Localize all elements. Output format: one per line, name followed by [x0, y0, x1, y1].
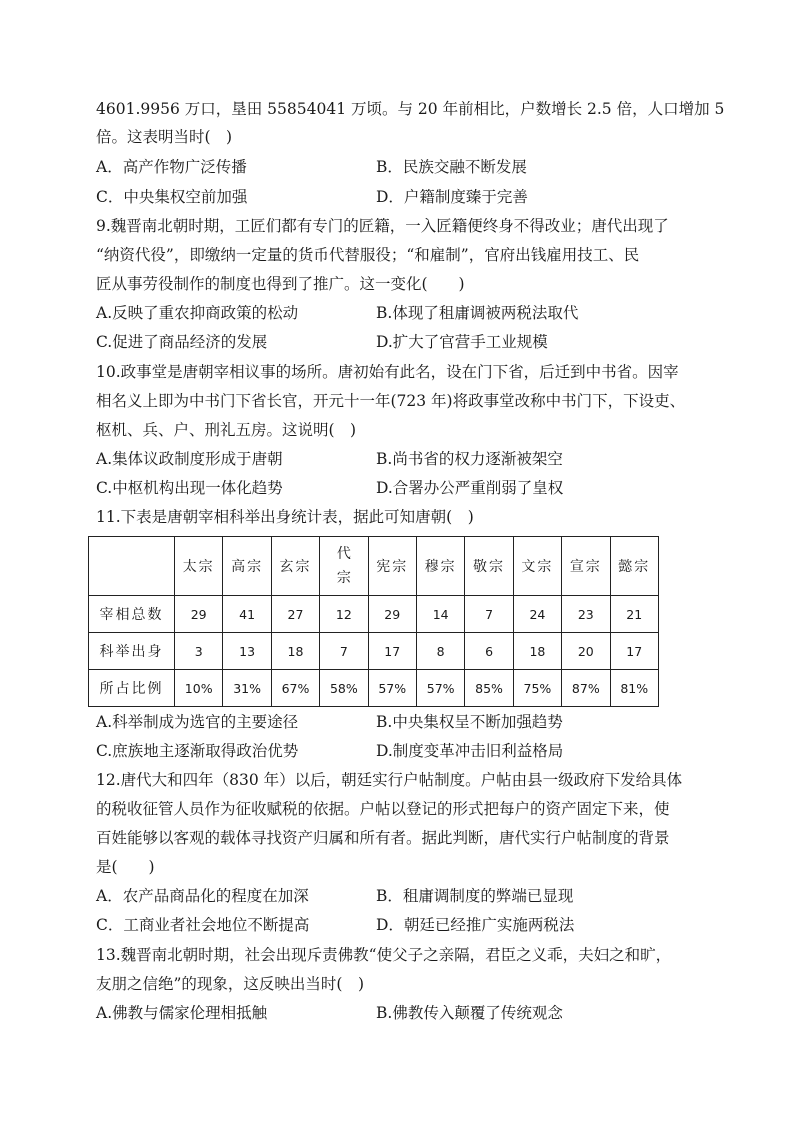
table-cell: 29 [368, 596, 416, 633]
table-cell: 21 [610, 596, 658, 633]
q9-option-a: A.反映了重农抑商政策的松动 [96, 304, 299, 322]
table-cell: 23 [562, 596, 610, 633]
table-cell: 24 [513, 596, 561, 633]
table-header-cell: 宣宗 [562, 537, 610, 596]
q13-stem-line-1: 13.魏晋南北朝时期，社会出现斥责佛教“使父子之亲隔，君臣之义乖，夫妇之和旷， [96, 946, 672, 964]
q8-option-a: A．高产作物广泛传播 [96, 158, 247, 176]
table-cell: 31% [223, 670, 271, 707]
table-cell: 58% [320, 670, 368, 707]
table-corner-cell [89, 537, 175, 596]
table-header-cell: 敬宗 [465, 537, 513, 596]
q10-option-a: A.集体议政制度形成于唐朝 [96, 450, 283, 468]
table-cell: 17 [368, 633, 416, 670]
q9-stem-line-1: 9.魏晋南北朝时期，工匠们都有专门的匠籍，一入匠籍便终身不得改业；唐代出现了 [96, 217, 669, 235]
table-cell: 18 [513, 633, 561, 670]
table-header-cell: 代宗 [320, 537, 368, 596]
table-header-cell: 文宗 [513, 537, 561, 596]
table-row-label: 所占比例 [89, 670, 175, 707]
q8-stem-line-1: 4601.9956 万口，垦田 55854041 万顷。与 20 年前相比，户数增长 2.5 倍，人口增加 5 [96, 100, 725, 118]
q8-option-d: D．户籍制度臻于完善 [376, 188, 528, 206]
q8-option-b: B．民族交融不断发展 [376, 158, 527, 176]
table-row [89, 670, 659, 707]
q11-option-a: A.科举制成为选官的主要途径 [96, 713, 299, 731]
table-header-cell: 太宗 [175, 537, 223, 596]
q8-stem-line-2: 倍。这表明当时( ) [96, 128, 233, 146]
q9-option-d: D.扩大了官营手工业规模 [376, 333, 548, 351]
table-row [89, 596, 659, 633]
q9-option-b: B.体现了租庸调被两税法取代 [376, 304, 579, 322]
table-header-cell: 玄宗 [271, 537, 319, 596]
q10-option-d: D.合署办公严重削弱了皇权 [376, 479, 564, 497]
q12-stem-line-3: 百姓能够以客观的载体寻找资产归属和所有者。据此判断，唐代实行户帖制度的背景 [96, 829, 670, 847]
table-header-cell: 宪宗 [368, 537, 416, 596]
q12-option-a: A．农产品商品化的程度在加深 [96, 887, 309, 905]
table-header-cell: 高宗 [223, 537, 271, 596]
table-cell: 7 [465, 596, 513, 633]
table-cell: 27 [271, 596, 319, 633]
table-row-label: 科举出身 [89, 633, 175, 670]
q10-option-c: C.中枢机构出现一体化趋势 [96, 479, 283, 497]
q10-stem-line-1: 10.政事堂是唐朝宰相议事的场所。唐初始有此名，设在门下省，后迁到中书省。因宰 [96, 363, 679, 381]
table-row-label: 宰相总数 [89, 596, 175, 633]
q9-stem-line-2: “纳资代役”，即缴纳一定量的货币代替服役；“和雇制”，官府出钱雇用技工、民 [96, 246, 640, 264]
table-header-cell: 懿宗 [610, 537, 658, 596]
table-header-row [89, 537, 659, 596]
q11-stem-line-1: 11.下表是唐朝宰相科举出身统计表，据此可知唐朝( ) [96, 508, 474, 526]
table-cell: 8 [416, 633, 464, 670]
q12-option-c: C．工商业者社会地位不断提高 [96, 916, 310, 934]
q13-option-a: A.佛教与儒家伦理相抵触 [96, 1004, 268, 1022]
table-header-cell: 穆宗 [416, 537, 464, 596]
chancellor-statistics-table [88, 536, 659, 707]
table-cell: 14 [416, 596, 464, 633]
table-cell: 41 [223, 596, 271, 633]
q12-option-b: B．租庸调制度的弊端已显现 [376, 887, 574, 905]
q13-stem-line-2: 友朋之信绝”的现象，这反映出当时( ) [96, 975, 365, 993]
table-cell: 29 [175, 596, 223, 633]
table-cell: 7 [320, 633, 368, 670]
table-cell: 12 [320, 596, 368, 633]
table-row [89, 633, 659, 670]
q10-stem-line-3: 枢机、兵、户、刑礼五房。这说明( ) [96, 421, 357, 439]
table-cell: 18 [271, 633, 319, 670]
table-cell: 17 [610, 633, 658, 670]
q9-stem-line-3: 匠从事劳役制作的制度也得到了推广。这一变化( ) [96, 275, 465, 293]
q10-stem-line-2: 相名义上即为中书门下省长官，开元十一年(723 年)将政事堂改称中书门下，下设吏、 [96, 392, 686, 410]
q12-stem-line-4: 是( ) [96, 858, 155, 876]
table-cell: 3 [175, 633, 223, 670]
table-cell: 57% [416, 670, 464, 707]
q12-stem-line-1: 12.唐代大和四年（830 年）以后，朝廷实行户帖制度。户帖由县一级政府下发给具体 [96, 771, 683, 789]
table-cell: 57% [368, 670, 416, 707]
q12-option-d: D．朝廷已经推广实施两税法 [376, 916, 575, 934]
table-cell: 6 [465, 633, 513, 670]
q10-option-b: B.尚书省的权力逐渐被架空 [376, 450, 563, 468]
table-cell: 85% [465, 670, 513, 707]
table-cell: 13 [223, 633, 271, 670]
q13-option-b: B.佛教传入颠覆了传统观念 [376, 1004, 563, 1022]
q8-option-c: C．中央集权空前加强 [96, 188, 248, 206]
table-cell: 67% [271, 670, 319, 707]
q11-option-c: C.庶族地主逐渐取得政治优势 [96, 742, 299, 760]
table-cell: 87% [562, 670, 610, 707]
q12-stem-line-2: 的税收征管人员作为征收赋税的依据。户帖以登记的形式把每户的资产固定下来，使 [96, 800, 670, 818]
table-cell: 81% [610, 670, 658, 707]
table-cell: 20 [562, 633, 610, 670]
table-cell: 75% [513, 670, 561, 707]
table-cell: 10% [175, 670, 223, 707]
q11-option-b: B.中央集权呈不断加强趋势 [376, 713, 563, 731]
q9-option-c: C.促进了商品经济的发展 [96, 333, 268, 351]
q11-option-d: D.制度变革冲击旧利益格局 [376, 742, 564, 760]
